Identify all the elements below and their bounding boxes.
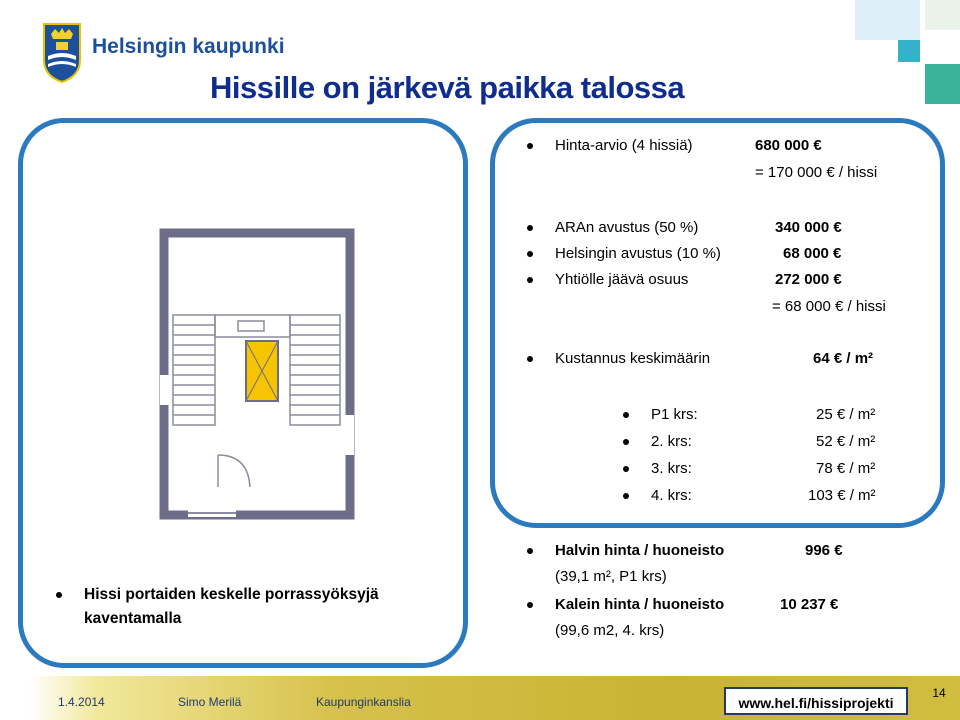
cheapest-detail: (39,1 m², P1 krs) <box>555 568 667 585</box>
floor-label-3: 4. krs: <box>651 487 692 504</box>
price-label: Hinta-arvio (4 hissiä) <box>555 137 693 154</box>
price-per-unit: = 170 000 € / hissi <box>755 164 878 181</box>
funding-value-0: 340 000 € <box>775 219 842 236</box>
deco-square-2 <box>898 40 920 62</box>
floor-label-1: 2. krs: <box>651 433 692 450</box>
funding-per-unit: = 68 000 € / hissi <box>772 298 886 315</box>
floor-value-2: 78 € / m² <box>816 460 876 477</box>
deco-square-4 <box>925 64 960 104</box>
priciest-value: 10 237 € <box>780 596 839 613</box>
bullet <box>527 143 533 149</box>
avg-cost-label: Kustannus keskimäärin <box>555 350 711 367</box>
bullet <box>56 592 62 598</box>
floor-plan-drawing <box>158 225 358 525</box>
cheapest-value: 996 € <box>805 542 843 559</box>
price-value: 680 000 € <box>755 137 822 154</box>
bullet <box>527 277 533 283</box>
bullet <box>527 548 533 554</box>
priciest-detail: (99,6 m2, 4. krs) <box>555 622 665 639</box>
bullet <box>527 251 533 257</box>
floor-value-3: 103 € / m² <box>808 487 876 504</box>
avg-cost-value: 64 € / m² <box>813 350 874 367</box>
bullet <box>623 412 629 418</box>
helsinki-crest-icon <box>40 20 84 84</box>
left-caption-line2: kaventamalla <box>84 610 182 627</box>
floor-label-0: P1 krs: <box>651 406 698 423</box>
footer-author: Simo Merilä <box>178 695 242 709</box>
floor-value-0: 25 € / m² <box>816 406 876 423</box>
cheapest-label: Halvin hinta / huoneisto <box>555 542 725 559</box>
footer-date: 1.4.2014 <box>58 695 105 709</box>
bullet <box>527 356 533 362</box>
funding-label-0: ARAn avustus (50 %) <box>555 219 699 236</box>
footer-link[interactable]: www.hel.fi/hissiprojekti <box>724 687 908 715</box>
page-title: Hissille on järkevä paikka talossa <box>210 70 685 105</box>
funding-label-2: Yhtiölle jäävä osuus <box>555 271 689 288</box>
left-caption-line1: Hissi portaiden keskelle porrassyöksyjä <box>84 586 379 603</box>
bullet <box>623 493 629 499</box>
org-name: Helsingin kaupunki <box>92 35 285 58</box>
funding-value-1: 68 000 € <box>783 245 842 262</box>
bullet <box>623 466 629 472</box>
funding-label-1: Helsingin avustus (10 %) <box>555 245 721 262</box>
floor-value-1: 52 € / m² <box>816 433 876 450</box>
page-number: 14 <box>932 686 946 700</box>
deco-square-1 <box>855 0 920 40</box>
priciest-label: Kalein hinta / huoneisto <box>555 596 725 613</box>
bullet <box>527 602 533 608</box>
funding-value-2: 272 000 € <box>775 271 842 288</box>
footer-department: Kaupunginkanslia <box>316 695 411 709</box>
bullet <box>623 439 629 445</box>
floor-label-2: 3. krs: <box>651 460 692 477</box>
deco-square-3 <box>925 0 960 30</box>
bullet <box>527 225 533 231</box>
